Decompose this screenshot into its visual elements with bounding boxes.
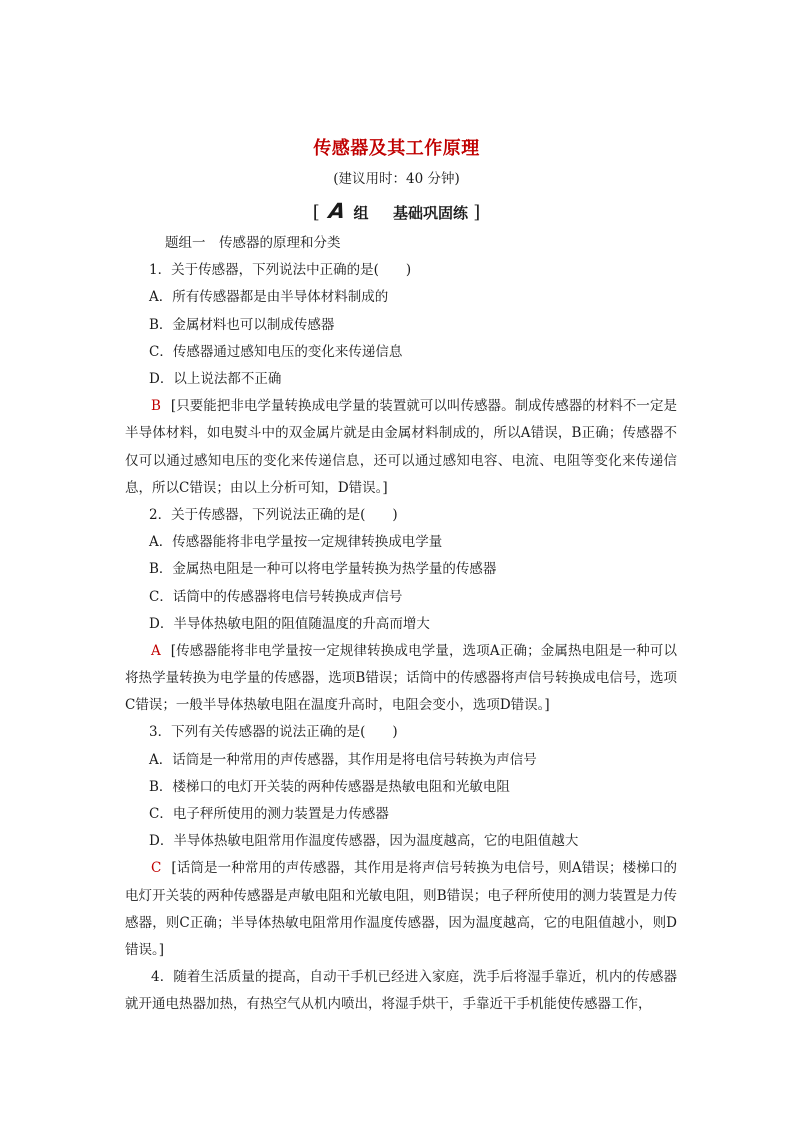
question-3-explanation: [话筒是一种常用的声传感器，其作用是将声信号转换为电信号，则A错误；楼梯口的电灯开关装的两种传感器是声敏电阻和光敏电阻，则B错误；电子秤所使用的测力装置是力传感器，则C正确；半导体热敏电阻常用作温度传感器，因为温度越高，它的电阻值越小，则D错误。] [125,860,677,959]
question-1-option-c: C．传感器通过感知电压的变化来传递信息 [149,343,403,360]
question-1-stem: 1．关于传感器，下列说法中正确的是( ) [149,262,412,279]
question-2-answer [125,638,677,720]
question-4-stem: 4．随着生活质量的提高，自动干手机已经进入家庭，洗手后将湿手靠近，机内的传感器就开通电热器加热，有热空气从机内喷出，将湿手烘干，手靠近干手机能使传感器工作， [125,969,677,1013]
question-1-explanation: [只要能把非电学量转换成电学量的装置就可以叫传感器。制成传感器的材料不一定是半导体材料，如电熨斗中的双金属片就是由金属材料制成的，所以A错误，B正确；传感器不仅可以通过感知电压的变化来传递信息，还可以通过感知电容、电流、电阻等变化来传递信息，所以C错误；由以上分析可知，D错误。] [125,398,677,496]
answer-letter: B [151,398,161,415]
question-2-option-b: B．金属热电阻是一种可以将电学量转换为热学量的传感器 [149,561,497,578]
question-1-option-d: D．以上说法都不正确 [149,370,282,387]
question-3-stem: 3．下列有关传感器的说法正确的是( ) [149,724,398,741]
question-3-option-a: A．话筒是一种常用的声传感器，其作用是将电信号转换为声信号 [149,751,537,768]
answer-letter: A [151,642,161,659]
answer-letter: C [151,860,162,877]
question-3-option-d: D．半导体热敏电阻常用作温度传感器，因为温度越高，它的电阻值越大 [149,833,579,850]
group-label: 组 [353,204,369,222]
exercise-content [125,230,677,1019]
question-3-option-b: B．楼梯口的电灯开关装的两种传感器是热敏电阻和光敏电阻 [149,778,510,795]
topic-heading: 题组一 传感器的原理和分类 [165,235,341,251]
question-2-explanation: [传感器能将非电学量按一定规律转换成电学量，选项A正确；金属热电阻是一种可以将热学量转换为电学量的传感器，选项B错误；话筒中的传感器将声信号转换成电信号，选项C错误；一般半导体热敏电阻在温度升高时，电阻会变小，选项D错误。] [125,642,677,714]
question-3-option-c: C．电子秤所使用的测力装置是力传感器 [149,806,389,823]
question-1-option-b: B．金属材料也可以制成传感器 [149,316,335,333]
question-1-option-a: A．所有传感器都是由半导体材料制成的 [149,289,389,306]
question-3-answer [125,855,677,964]
group-bracket-open: [ [312,202,320,223]
question-2-stem: 2．关于传感器，下列说法正确的是( ) [149,506,398,523]
question-1-answer [125,393,677,502]
question-2-option-d: D．半导体热敏电阻的阻值随温度的升高而增大 [149,615,430,632]
group-name: 基础巩固练 [392,204,468,222]
group-letter: A [327,199,347,223]
question-2-option-c: C．话筒中的传感器将电信号转换成声信号 [149,588,403,605]
group-header [0,199,793,225]
document-title: 传感器及其工作原理 [313,138,480,159]
suggested-time: (建议用时：40 分钟) [333,171,460,187]
group-bracket-close: ] [473,202,481,223]
question-2-option-a: A．传感器能将非电学量按一定规律转换成电学量 [149,534,443,551]
